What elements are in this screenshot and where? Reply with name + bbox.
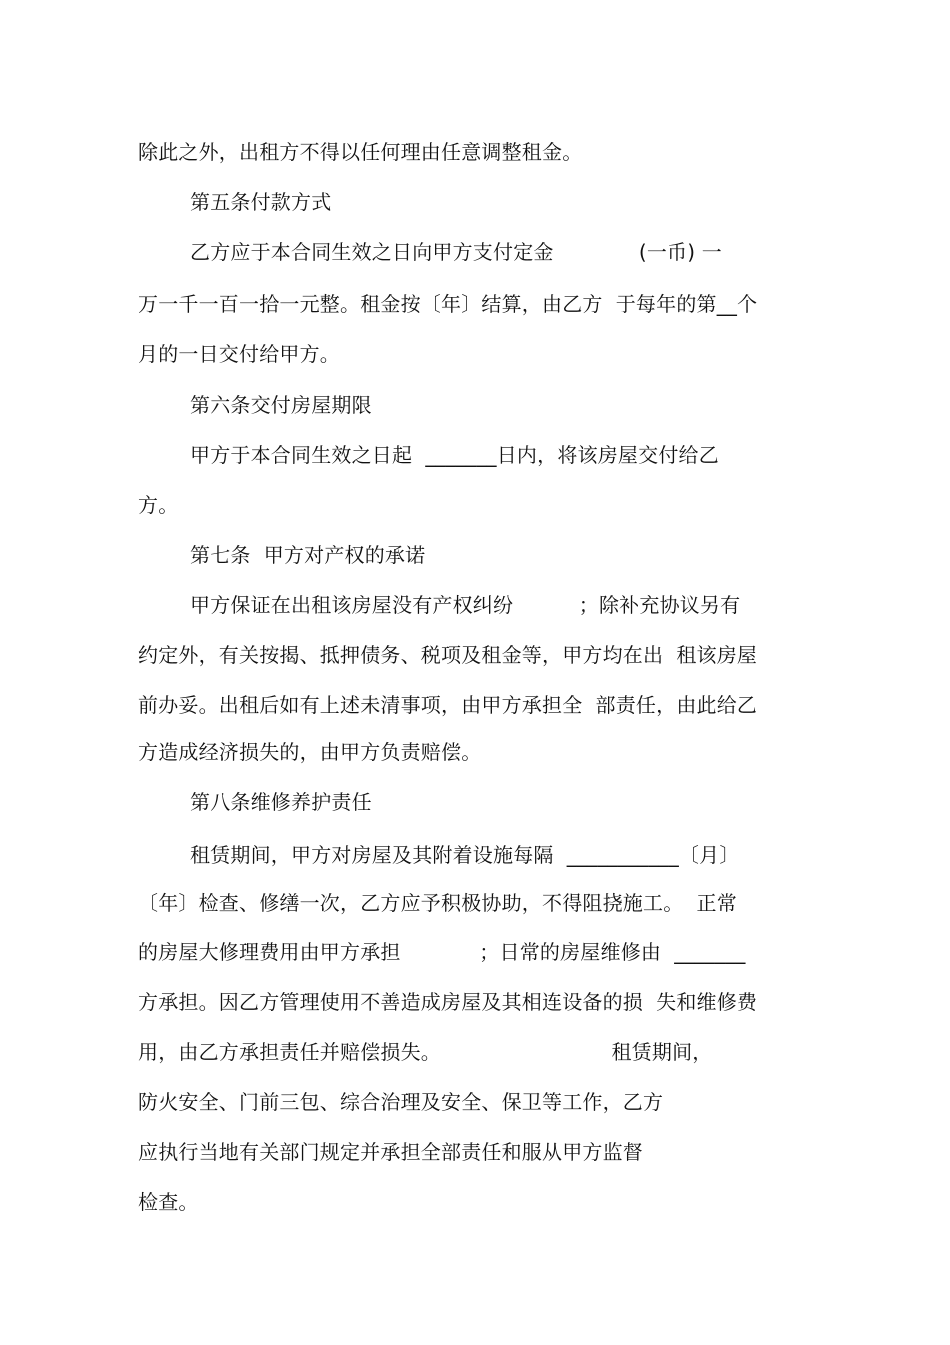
paragraph-line: 检查。 [138, 1190, 199, 1214]
paragraph-line: 方造成经济损失的，由甲方负责赔偿。 [138, 740, 482, 764]
paragraph-line: 甲方于本合同生效之日起 _______日内，将该房屋交付给乙 [190, 443, 719, 467]
paragraph-line: 万一千一百一拾一元整。租金按〔年〕结算，由乙方 于每年的第__个 [138, 292, 758, 316]
section-heading-6: 第六条交付房屋期限 [190, 393, 372, 417]
paragraph-line: 用，由乙方承担责任并赔偿损失。 租赁期间， [138, 1040, 713, 1064]
paragraph-line: 约定外，有关按揭、抵押债务、税项及租金等，甲方均在出 租该房屋 [138, 643, 758, 667]
paragraph-line: 乙方应于本合同生效之日向甲方支付定金 (一币) 一 [190, 240, 723, 264]
paragraph-line: 的房屋大修理费用由甲方承担 ；日常的房屋维修由 _______ [138, 940, 746, 964]
section-heading-7: 第七条 甲方对产权的承诺 [190, 543, 426, 567]
section-heading-5: 第五条付款方式 [190, 190, 332, 214]
paragraph-line: 除此之外，出租方不得以任何理由任意调整租金。 [138, 140, 583, 164]
paragraph-line: 防火安全、门前三包、综合治理及安全、保卫等工作，乙方 [138, 1090, 664, 1114]
section-heading-8: 第八条维修养护责任 [190, 790, 372, 814]
paragraph-line: 方承担。因乙方管理使用不善造成房屋及其相连设备的损 失和维修费 [138, 990, 758, 1014]
paragraph-line: 租赁期间，甲方对房屋及其附着设施每隔 ___________〔月〕 [190, 843, 740, 867]
paragraph-line: 甲方保证在出租该房屋没有产权纠纷 ；除补充协议另有 [190, 593, 741, 617]
paragraph-line: 前办妥。出租后如有上述未清事项，由甲方承担全 部责任，由此给乙 [138, 693, 758, 717]
paragraph-line: 方。 [138, 493, 179, 517]
paragraph-line: 应执行当地有关部门规定并承担全部责任和服从甲方监督 [138, 1140, 643, 1164]
paragraph-line: 〔年〕检查、修缮一次，乙方应予积极协助，不得阻挠施工。 正常 [138, 891, 737, 915]
paragraph-line: 月的一日交付给甲方。 [138, 342, 340, 366]
